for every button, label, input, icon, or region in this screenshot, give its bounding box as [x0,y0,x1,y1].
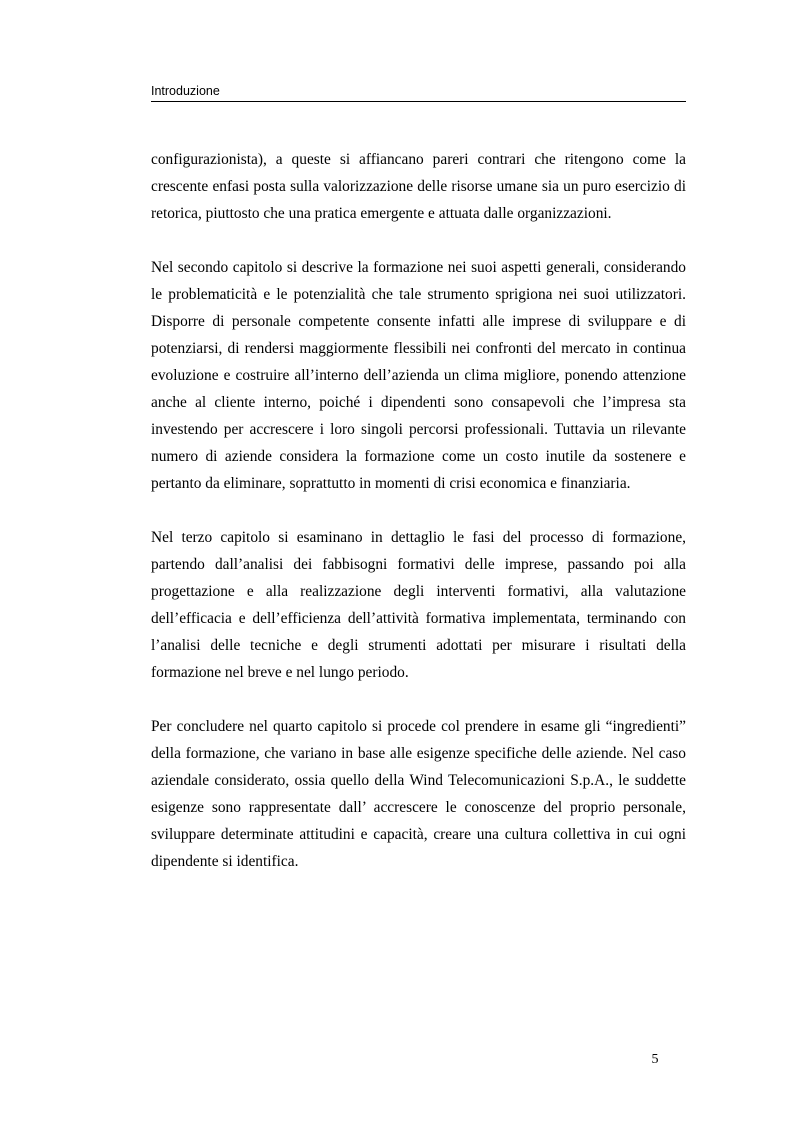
paragraph: configurazionista), a queste si affiancano pareri contrari che ritengono come la crescente enfasi posta sulla valorizzazione delle risorse umane sia un puro esercizio di retorica, piuttosto che una pratica emergente e attuata dalle organizzazioni. [151,151,686,222]
paragraph: Nel secondo capitolo si descrive la formazione nei suoi aspetti generali, considerando le problematicità e le potenzialità che tale strumento sprigiona nei suoi utilizzatori. Disporre di personale competente consente infatti alle imprese di svilupparе e di potenziarsi, di rendersi maggiormente flessibili nei confronti del mercato in continua evoluzione e costruire all’interno dell’azienda un clima migliore, ponendo attenzione anche al cliente interno, poiché i dipendenti sono consapevoli che l’impresa sta investendo per accrescere i loro singoli percorsi professionali. Tuttavia un rilevante numero di aziende considera la formazione come un costo inutile da sostenere e pertanto da eliminare, soprattutto in momenti di crisi economica e finanziaria. [151,259,686,492]
page-number: 5 [651,1052,659,1067]
page-header [151,84,686,102]
running-header-title: Introduzione [151,84,220,98]
body-text [151,146,686,902]
paragraph: Per concludere nel quarto capitolo si procede col prendere in esame gli “ingredienti” della formazione, che variano in base alle esigenze specifiche delle aziende. Nel caso aziendale considerato, ossia quello della Wind Telecomunicazioni S.p.A., le suddette esigenze sono rappresentate dall’ accrescere le conoscenze del proprio personale, sviluppare determinate attitudini e capacità, creare una cultura collettiva in cui ogni dipendente si identifica. [151,718,686,870]
paragraph: Nel terzo capitolo si esaminano in dettaglio le fasi del processo di formazione, partendo dall’analisi dei fabbisogni formativi delle imprese, passando poi alla progettazione e alla realizzazione degli interventi formativi, alla valutazione dell’efficacia e dell’efficienza dell’attività formativa implementata, terminando con l’analisi delle tecniche e degli strumenti adottati per misurare i risultati della formazione nel breve e nel lungo periodo. [151,529,686,681]
